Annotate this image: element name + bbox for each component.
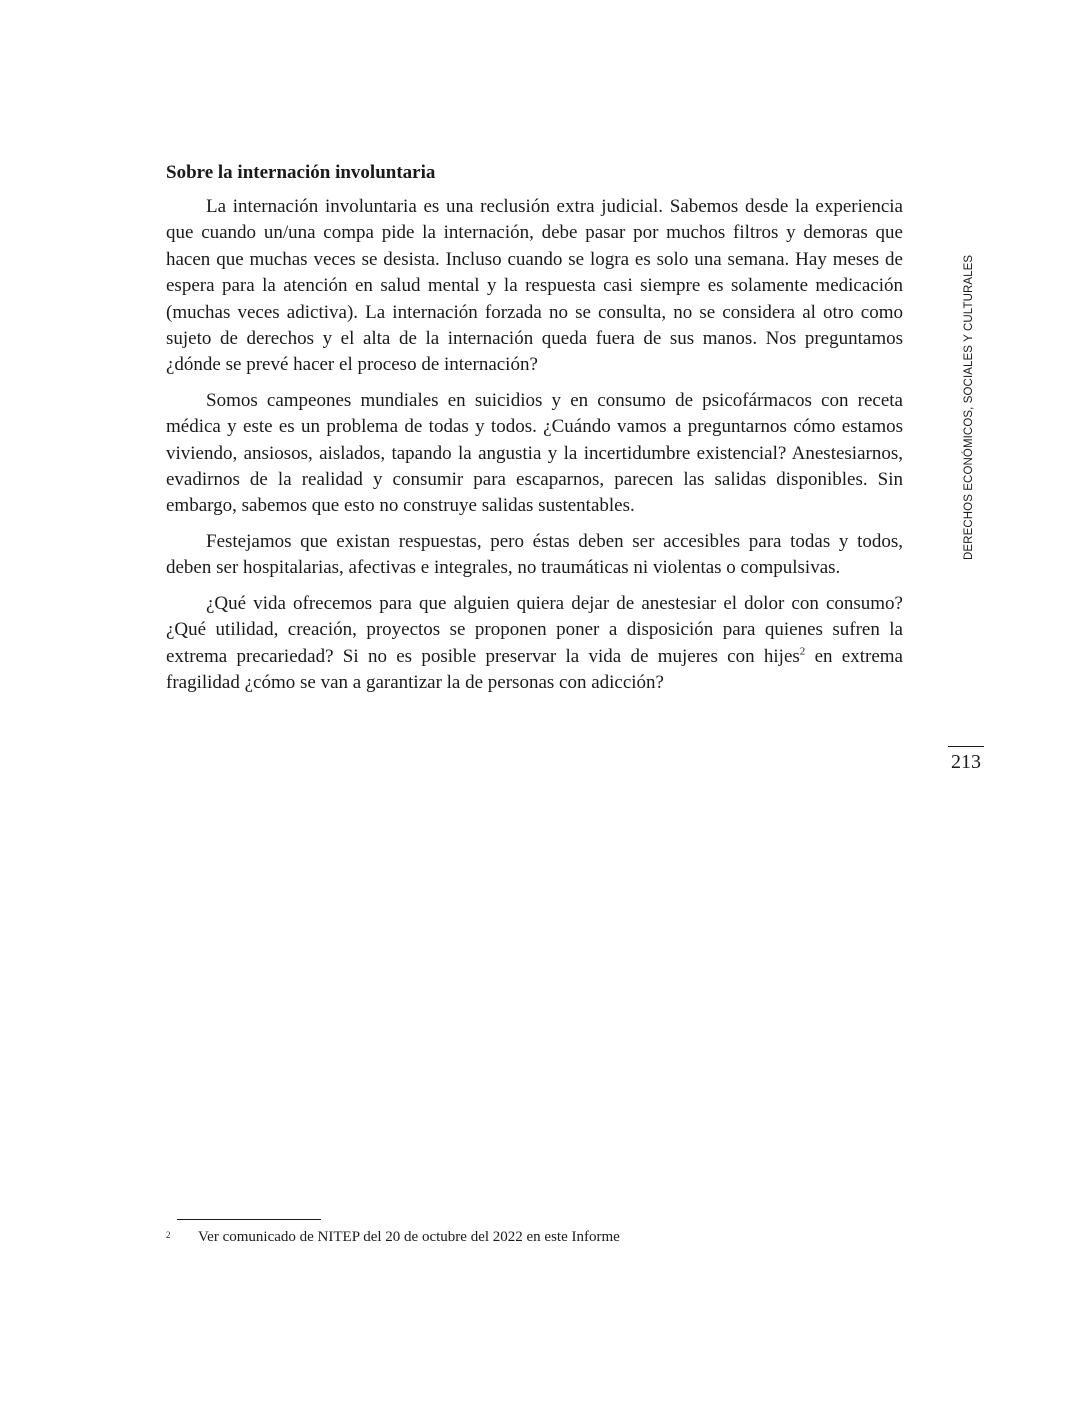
footnote-reference: 2 [799, 645, 806, 658]
footnote-mark: 2 [166, 1230, 171, 1240]
main-content [166, 160, 903, 705]
paragraph-2: Somos campeones mundiales en suicidios y en consumo de psicofármacos con receta médica y este es un problema de todas y todos. ¿Cuándo vamos a preguntarnos cómo estamos viviendo, ansiosos, aislados, tapando la angustia y la incertidumbre existencial? Anestesiarnos, evadirnos de la realidad y consumir para escaparnos, parecen las salidas disponibles. Sin embargo, sabemos que esto no construye salidas sustentables. [166, 389, 903, 517]
footnote-separator [177, 1219, 321, 1220]
paragraph-4 [166, 591, 903, 697]
paragraph-1: La internación involuntaria es una reclusión extra judicial. Sabemos desde la experiencia que cuando un/una compa pide la internación, debe pasar por muchos filtros y demoras que hacen que muchas veces se desista. Incluso cuando se logra es solo una semana. Hay meses de espera para la atención en salud mental y la respuesta casi siempre es solamente medicación (muchas veces adictiva). La internación forzada no se consulta, no se considera al otro como sujeto de derechos y el alta de la internación queda fuera de sus manos. Nos preguntamos ¿dónde se prevé hacer el proceso de internación? [166, 196, 903, 376]
section-title: Sobre la internación involuntaria [166, 162, 436, 183]
paragraph-4-text-after-note: en extrema fragilidad ¿cómo se van a garantizar la de personas con adicción? [166, 645, 903, 693]
paragraph-4-text-before-note: ¿Qué vida ofrecemos para que alguien quiera dejar de anestesiar el dolor con consumo? ¿Qué utilidad, creación, proyectos se proponen poner a disposición para quienes sufren la extrema precariedad? Si no es posible preservar la vida de mujeres con hijes [166, 592, 903, 667]
page-number-rule [948, 746, 984, 747]
paragraph-3: Festejamos que existan respuestas, pero éstas deben ser accesibles para todas y todos, deben ser hospitalarias, afectivas e integrales, no traumáticas ni violentas o compulsivas. [166, 530, 903, 579]
page-number: 213 [951, 751, 981, 773]
footnote-text: Ver comunicado de NITEP del 20 de octubre del 2022 en este Informe [198, 1229, 620, 1245]
running-header: DERECHOS ECONÓMICOS, SOCIALES Y CULTURALES [963, 254, 975, 560]
